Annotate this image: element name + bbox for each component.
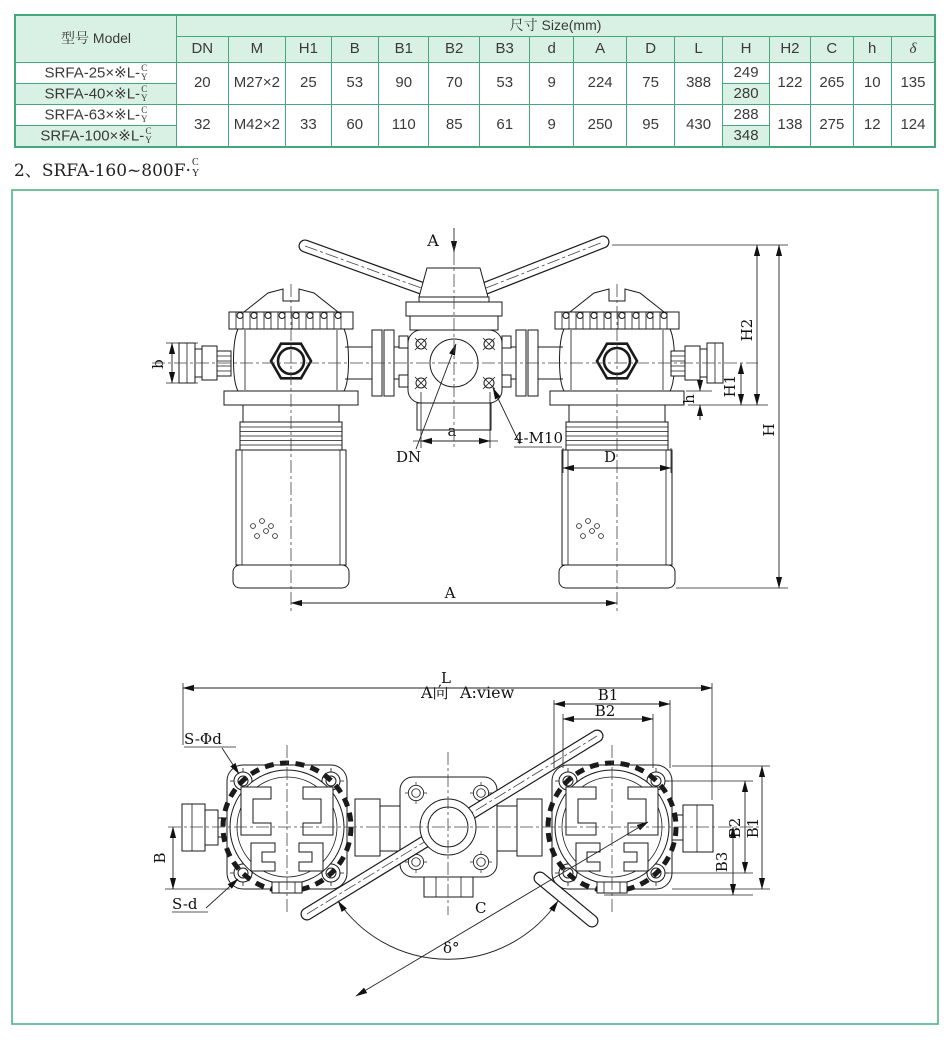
col-B2: B2 [429, 37, 479, 63]
cell-B1: 110 [379, 105, 429, 148]
dim-D-label: D [603, 448, 617, 466]
cell-M: M42×2 [228, 105, 286, 148]
dim-h-label: h [680, 394, 698, 404]
cell-H2: 138 [769, 105, 810, 148]
dim-s-d-label: S-d [172, 895, 198, 913]
model-suffix-cy: C Y [141, 62, 148, 82]
cell-B1: 90 [379, 63, 429, 105]
cell-H: 348 [723, 126, 769, 148]
cell-H1: 25 [286, 63, 331, 105]
dim-B3-label: B3 [713, 851, 731, 873]
dim-4m10-label: 4-M10 [514, 429, 564, 447]
a-view-title-cn: A向 [421, 683, 449, 702]
size-header: 尺寸 Size(mm) [177, 15, 935, 37]
cell-DN: 32 [177, 105, 229, 148]
model-cell: SRFA-25×※L- C Y [15, 63, 177, 84]
dim-B1-top-label: B1 [597, 686, 619, 704]
cell-A: 224 [573, 63, 627, 105]
col-H1: H1 [286, 37, 331, 63]
dim-B-label: B [151, 852, 169, 864]
heading-suffix-cy: C Y [191, 157, 200, 179]
model-suffix-cy: C Y [145, 125, 152, 145]
cell-B3: 61 [479, 105, 529, 148]
a-view-title-en: A:view [460, 683, 515, 702]
col-L: L [674, 37, 722, 63]
col-h: h [853, 37, 891, 63]
dim-B2-top-label: B2 [594, 702, 616, 720]
model-suffix-cy: C Y [141, 104, 148, 124]
col-delta: δ [891, 37, 935, 63]
cell-A: 250 [573, 105, 627, 148]
col-C: C [811, 37, 853, 63]
section-arrow-label: A [427, 231, 439, 250]
dim-a-label: a [447, 422, 457, 440]
dim-delta-label: δ° [443, 939, 460, 957]
col-d: d [530, 37, 573, 63]
cell-d: 9 [530, 63, 573, 105]
dim-dn-label: DN [396, 448, 422, 466]
model-suffix-cy: C Y [141, 83, 148, 103]
cell-D: 75 [627, 63, 674, 105]
cell-H: 249 [723, 63, 769, 84]
cell-H: 280 [723, 84, 769, 105]
cell-H2: 122 [769, 63, 810, 105]
col-B: B [331, 37, 378, 63]
cell-H1: 33 [286, 105, 331, 148]
cell-C: 275 [811, 105, 853, 148]
cell-C: 265 [811, 63, 853, 105]
cell-D: 95 [627, 105, 674, 148]
col-A: A [573, 37, 627, 63]
dim-b-label: b [149, 359, 167, 369]
dim-L-label: L [441, 669, 451, 687]
cell-B3: 53 [479, 63, 529, 105]
cell-delta: 124 [891, 105, 935, 148]
model-column-header: 型号 Model [15, 15, 177, 63]
col-H: H [723, 37, 769, 63]
cell-B2: 85 [429, 105, 479, 148]
col-M: M [228, 37, 286, 63]
col-D: D [627, 37, 674, 63]
cell-B2: 70 [429, 63, 479, 105]
cell-delta: 135 [891, 63, 935, 105]
col-B1: B1 [379, 37, 429, 63]
cell-B: 53 [331, 63, 378, 105]
model-cell: SRFA-100×※L- C Y [15, 126, 177, 148]
cell-h: 10 [853, 63, 891, 105]
dim-H-label: H [760, 423, 778, 437]
cell-B: 60 [331, 105, 378, 148]
section-heading-text: 2、SRFA-160~800F· [14, 161, 191, 181]
model-cell: SRFA-63×※L- C Y [15, 105, 177, 126]
cell-H: 288 [723, 105, 769, 126]
dim-H2-label: H2 [738, 318, 756, 342]
cell-L: 430 [674, 105, 722, 148]
model-cell: SRFA-40×※L- C Y [15, 84, 177, 105]
cell-h: 12 [853, 105, 891, 148]
dim-C-label: C [475, 899, 487, 917]
col-H2: H2 [769, 37, 810, 63]
cell-DN: 20 [177, 63, 229, 105]
dim-s-phi-d-label: S-Φd [184, 730, 222, 748]
cell-d: 9 [530, 105, 573, 148]
dim-B1-side-label: B1 [744, 817, 762, 839]
cell-M: M27×2 [228, 63, 286, 105]
dim-H1-label: H1 [721, 374, 739, 398]
col-DN: DN [177, 37, 229, 63]
cell-L: 388 [674, 63, 722, 105]
dim-B2-side-label: B2 [726, 817, 744, 839]
col-B3: B3 [479, 37, 529, 63]
dim-A-label: A [444, 584, 456, 602]
